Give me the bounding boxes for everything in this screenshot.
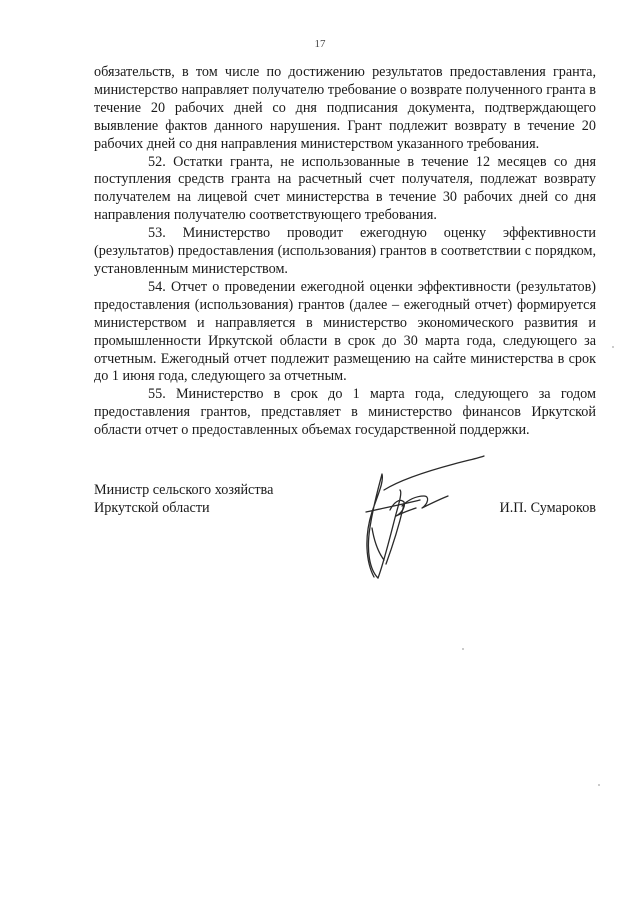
paragraph-52: 52. Остатки гранта, не использованные в течение 12 месяцев со дня поступления средств гранта на расчетный счет получателя, подлежат возврату получателем на лицевой счет министерства в течение 30 рабочих дней со дня направления получателю соответствующего требования. [94,153,596,224]
handwritten-signature [344,452,494,592]
page-number: 17 [314,38,326,50]
scan-speck [462,648,464,650]
scan-speck [612,346,614,348]
paragraph-53: 53. Министерство проводит ежегодную оценку эффективности (результатов) предоставления (использования) грантов в соответствии с порядком, установленным министерством. [94,225,596,277]
document-body [94,64,596,440]
paragraph-continuation: обязательств, в том числе по достижению результатов предоставления гранта, министерство направляет получателю требование о возврате полученного гранта в течение 20 рабочих дней со дня подписания документа, подтверждающего выявление фактов данного нарушения. Грант подлежит возврату в течение 20 рабочих дней со дня направления министерством указанного требования. [94,64,596,152]
paragraph-55: 55. Министерство в срок до 1 марта года, следующего за годом предоставления грантов, представляет в министерство финансов Иркутской области отчет о предоставленных объемах государственной поддержки. [94,386,596,439]
signer-title-line-1: Министр сельского хозяйства [94,482,274,498]
signer-name: И.П. Сумароков [499,500,596,516]
paragraph-54: 54. Отчет о проведении ежегодной оценки эффективности (результатов) предоставления (использования) грантов (далее – ежегодный отчет) формируется министерством и направляется в министерство экономического развития и промышленности Иркутской области в срок до 30 марта года, следующего за отчетным. Ежегодный отчет подлежит размещению на сайте министерства в срок до 1 июня года, следующего за отчетным. [94,278,596,385]
signature-block [94,482,596,602]
signer-title-line-2: Иркутской области [94,499,210,516]
signer-title [94,482,273,518]
scan-speck [598,784,600,786]
